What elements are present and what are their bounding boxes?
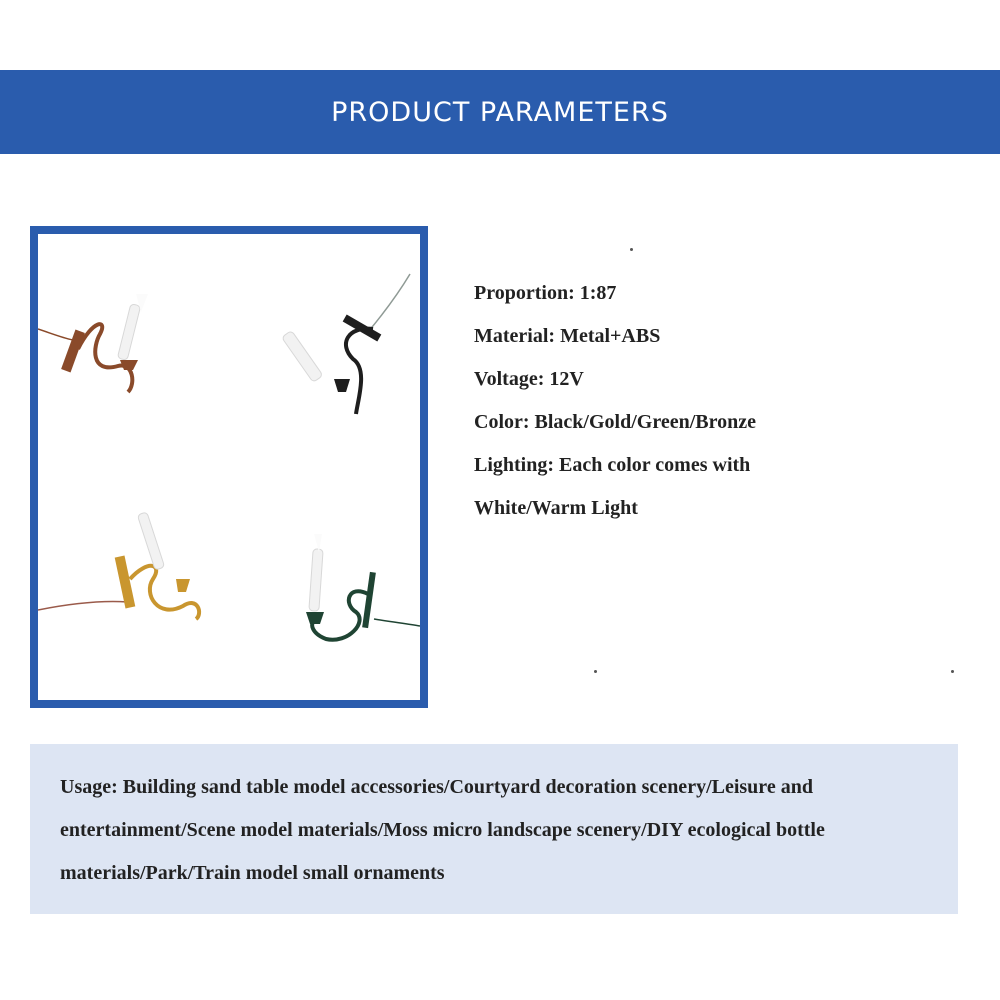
- product-parameters: [474, 272, 974, 530]
- usage-box: [30, 744, 958, 914]
- decor-dot: [594, 670, 597, 673]
- param-voltage: Voltage: 12V: [474, 368, 584, 390]
- gold-lamp: [38, 512, 199, 619]
- param-lighting: Lighting: Each color comes with: [474, 454, 751, 476]
- black-lamp: [282, 274, 410, 414]
- green-lamp: [306, 534, 420, 640]
- bronze-lamp: [38, 294, 148, 392]
- usage-text: Usage: Building sand table model accessories/Courtyard decoration scenery/Leisure and entertainment/Scene model materials/Moss micro landscape scenery/DIY ecological bottle materials/Park/Train model small ornaments: [60, 776, 825, 884]
- decor-dot: [951, 670, 954, 673]
- param-color: Color: Black/Gold/Green/Bronze: [474, 411, 757, 433]
- param-lighting-cont: White/Warm Light: [474, 497, 638, 519]
- param-material: Material: Metal+ABS: [474, 325, 661, 347]
- product-photo: [30, 226, 428, 708]
- header-banner: [0, 70, 1000, 154]
- decor-dot: [630, 248, 633, 251]
- param-proportion: Proportion: 1:87: [474, 282, 617, 304]
- page-title: PRODUCT PARAMETERS: [331, 96, 669, 128]
- lamp-photo-illustration: [38, 234, 420, 700]
